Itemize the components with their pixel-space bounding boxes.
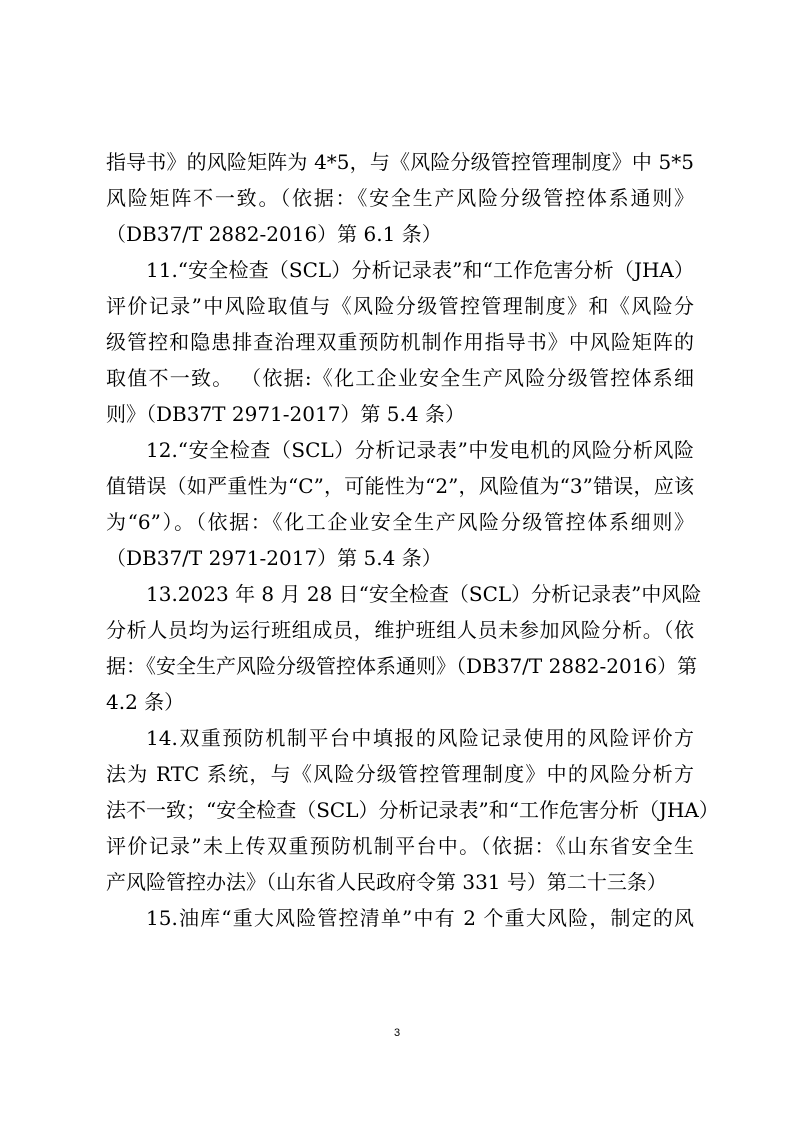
text-line: 据：《安全生产风险分级管控体系通则》（DB37/T 2882-2016）第 (106, 654, 698, 678)
text-line: 值错误（如严重性为“C”，可能性为“2”，风险值为“3”错误，应该 (106, 474, 694, 498)
page-number: 3 (393, 1027, 401, 1039)
text-line: 指导书》的风险矩阵为 4*5，与《风险分级管控管理制度》中 5*5 (106, 150, 694, 174)
paragraph-12-start: 12.“安全检查（SCL）分析记录表”中发电机的风险分析风险 (146, 438, 694, 462)
text-line: 法不一致；“安全检查（SCL）分析记录表”和“工作危害分析（JHA） (106, 798, 719, 822)
text-line: 风险矩阵不一致。（依据：《安全生产风险分级管控体系通则》 (106, 186, 694, 210)
paragraph-15-start: 15.油库“重大风险管控清单”中有 2 个重大风险，制定的风 (146, 906, 694, 930)
paragraph-14-start: 14.双重预防机制平台中填报的风险记录使用的风险评价方 (146, 726, 694, 750)
text-line: 产风险管控办法》（山东省人民政府令第 331 号）第二十三条） (106, 870, 667, 894)
text-line: 则》（DB37T 2971-2017）第 5.4 条） (106, 402, 465, 426)
text-line: 级管控和隐患排查治理双重预防机制作用指导书》中风险矩阵的 (106, 330, 694, 354)
document-body (106, 144, 719, 936)
paragraph-11-start: 11.“安全检查（SCL）分析记录表”和“工作危害分析（JHA） (146, 258, 694, 282)
text-line: 4.2 条） (106, 690, 185, 714)
text-line: 评价记录”未上传双重预防机制平台中。（依据：《山东省安全生 (106, 834, 694, 858)
text-line: 取值不一致。 （依据:《化工企业安全生产风险分级管控体系细 (106, 366, 694, 390)
text-line: 评价记录”中风险取值与《风险分级管控管理制度》和《风险分 (106, 294, 694, 318)
text-line: （DB37/T 2882-2016）第 6.1 条） (106, 222, 442, 246)
text-line: 分析人员均为运行班组成员，维护班组人员未参加风险分析。（依 (106, 618, 694, 642)
text-line: （DB37/T 2971-2017）第 5.4 条） (106, 546, 442, 570)
text-line: 法为 RTC 系统，与《风险分级管控管理制度》中的风险分析方 (106, 762, 694, 786)
text-line: 为“6”）。（依据：《化工企业安全生产风险分级管控体系细则》 (106, 510, 694, 534)
paragraph-13-start: 13.2023 年 8 月 28 日“安全检查（SCL）分析记录表”中风险 (146, 582, 702, 606)
